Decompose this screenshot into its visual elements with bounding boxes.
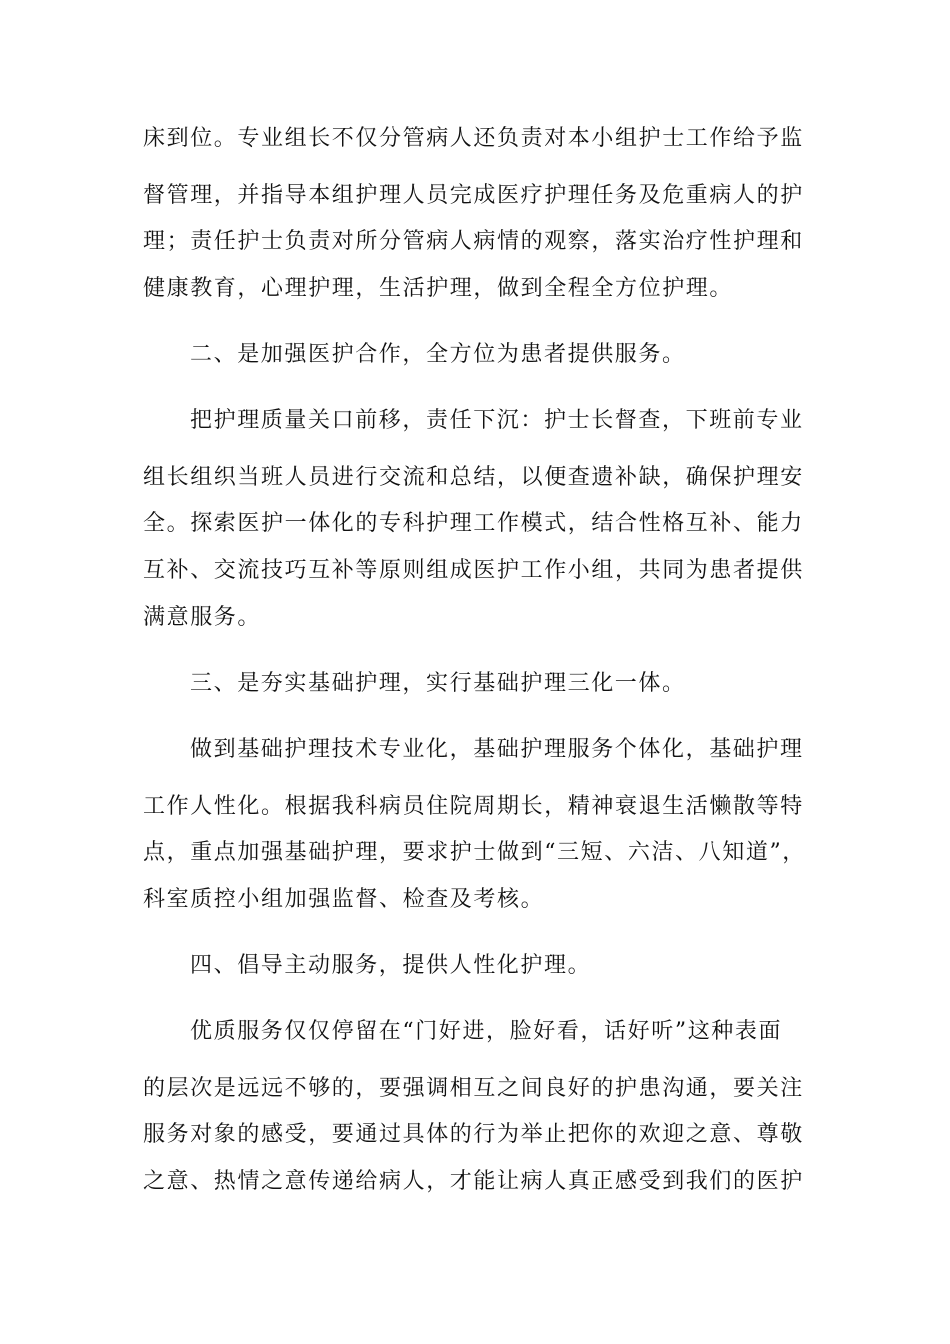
paragraph-line: 点，重点加强基础护理，要求护士做到“三短、六洁、八知道”， bbox=[143, 840, 806, 865]
paragraph-line: 优质服务仅仅停留在“门好进，脸好看，话好听”这种表面 bbox=[190, 1019, 783, 1044]
paragraph-line: 把护理质量关口前移，责任下沉：护士长督查，下班前专业 bbox=[190, 408, 804, 433]
paragraph-line: 服务对象的感受，要通过具体的行为举止把你的欢迎之意、尊敬 bbox=[143, 1122, 804, 1147]
paragraph-line: 做到基础护理技术专业化，基础护理服务个体化，基础护理 bbox=[190, 737, 804, 762]
paragraph-line: 的层次是远远不够的，要强调相互之间良好的护患沟通，要关注 bbox=[143, 1076, 804, 1101]
paragraph-line: 床到位。专业组长不仅分管病人还负责对本小组护士工作给予监 bbox=[143, 126, 804, 151]
section-heading: 四、倡导主动服务，提供人性化护理。 bbox=[190, 953, 592, 978]
paragraph-line: 全。探索医护一体化的专科护理工作模式，结合性格互补、能力 bbox=[143, 511, 804, 536]
paragraph-line: 之意、热情之意传递给病人，才能让病人真正感受到我们的医护 bbox=[143, 1169, 804, 1194]
section-heading: 三、是夯实基础护理，实行基础护理三化一体。 bbox=[190, 671, 686, 696]
paragraph-line: 满意服务。 bbox=[143, 605, 262, 630]
paragraph-line: 理；责任护士负责对所分管病人病情的观察，落实治疗性护理和 bbox=[143, 229, 804, 254]
paragraph-line: 健康教育，心理护理，生活护理，做到全程全方位护理。 bbox=[143, 276, 734, 301]
paragraph-line: 工作人性化。根据我科病员住院周期长，精神衰退生活懒散等特 bbox=[143, 794, 804, 819]
paragraph-line: 科室质控小组加强监督、检查及考核。 bbox=[143, 887, 545, 912]
paragraph-line: 督管理，并指导本组护理人员完成医疗护理任务及危重病人的护 bbox=[143, 183, 804, 208]
paragraph-line: 互补、交流技巧互补等原则组成医护工作小组，共同为患者提供 bbox=[143, 558, 804, 583]
section-heading: 二、是加强医护合作，全方位为患者提供服务。 bbox=[190, 342, 686, 367]
paragraph-line: 组长组织当班人员进行交流和总结，以便查遗补缺，确保护理安 bbox=[143, 465, 804, 490]
